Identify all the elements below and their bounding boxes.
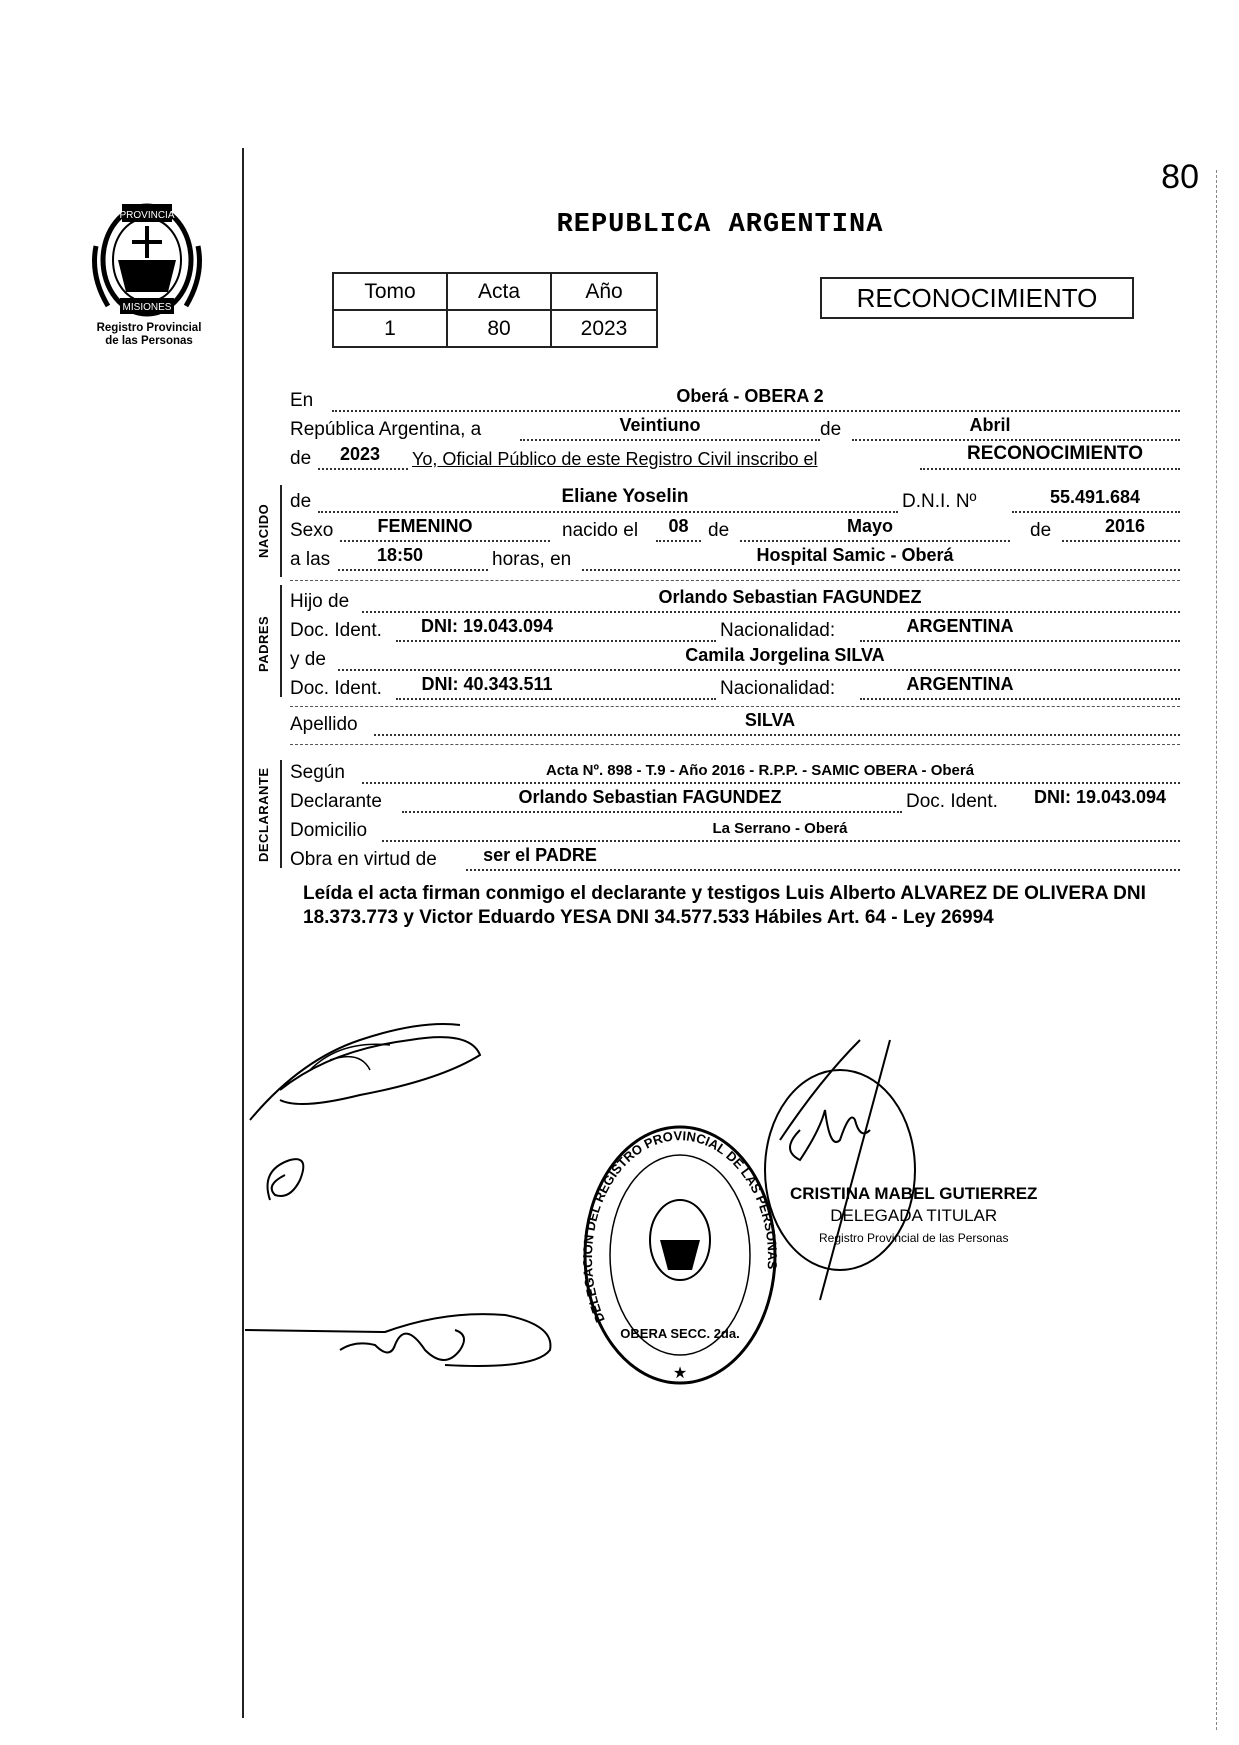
- table-header-tomo: Tomo: [333, 273, 447, 310]
- page-number: 80: [1161, 158, 1199, 196]
- table-value-acta: 80: [447, 310, 551, 347]
- official-seal: [580, 1120, 780, 1390]
- row-father: [290, 589, 1180, 615]
- officer-name: CRISTINA MABEL GUTIERREZ: [790, 1184, 1038, 1203]
- row-mother: [290, 647, 1180, 673]
- label-y-de: y de: [290, 649, 326, 670]
- table-value-tomo: 1: [333, 310, 447, 347]
- logo-bottom-text: MISIONES: [122, 302, 172, 313]
- row-surname: [290, 712, 1180, 738]
- value-birth-month: Mayo: [846, 516, 893, 536]
- side-label-nacido: NACIDO: [256, 503, 271, 558]
- value-father-nat: ARGENTINA: [906, 616, 1014, 636]
- value-segun: Acta Nº. 898 - T.9 - Año 2016 - R.P.P. - SAMIC OBERA - Oberá: [545, 762, 975, 779]
- value-birth-year: 2016: [1104, 516, 1146, 536]
- logo-caption-line1: Registro Provincial: [96, 322, 202, 334]
- table-header-acta: Acta: [447, 273, 551, 310]
- table-header-ano: Año: [551, 273, 657, 310]
- label-horas: horas, en: [492, 549, 572, 570]
- value-day: Veintiuno: [619, 415, 701, 435]
- label-doc-father: Doc. Ident.: [290, 620, 382, 641]
- acta-reference-table: [332, 272, 658, 348]
- row-obra: [290, 847, 1180, 873]
- act-type-box: RECONOCIMIENTO: [820, 277, 1134, 319]
- label-segun: Según: [290, 762, 345, 783]
- value-name: Eliane Yoselin: [561, 486, 689, 507]
- table-value-ano: 2023: [551, 310, 657, 347]
- value-obra: ser el PADRE: [483, 845, 597, 865]
- row-name: [290, 486, 1180, 515]
- officer-title: DELEGADA TITULAR: [830, 1206, 998, 1225]
- value-sexo: FEMENINO: [377, 516, 473, 536]
- label-obra: Obra en virtud de: [290, 849, 437, 870]
- signature-officer: [760, 1020, 1020, 1320]
- label-nat-father: Nacionalidad:: [720, 620, 836, 641]
- svg-text:★: ★: [672, 1365, 688, 1382]
- row-date: [290, 417, 1180, 443]
- row-inscription: [290, 443, 1180, 472]
- label-en: En: [290, 390, 314, 411]
- value-dni: 55.491.684: [1049, 487, 1141, 507]
- signature-declarant: [245, 1290, 565, 1400]
- value-surname: SILVA: [744, 710, 796, 730]
- label-de-birth-year: de: [1030, 520, 1052, 541]
- label-de-name: de: [290, 491, 312, 512]
- label-republica: República Argentina, a: [290, 419, 482, 440]
- value-father-doc: DNI: 19.043.094: [420, 616, 554, 636]
- side-label-padres: PADRES: [256, 615, 271, 672]
- label-nacido: nacido el: [562, 520, 639, 541]
- row-place: [290, 388, 1180, 414]
- row-declarant: [290, 789, 1180, 815]
- value-birth-day: 08: [668, 516, 689, 536]
- right-margin-line: [1216, 170, 1217, 1730]
- value-mother-doc: DNI: 40.343.511: [421, 674, 553, 694]
- row-domicilio: [290, 818, 1180, 844]
- row-father-doc: [290, 618, 1180, 644]
- seal-bottom-text: OBERA SECC. 2da.: [620, 1326, 740, 1341]
- value-place: Oberá - OBERA 2: [676, 386, 824, 406]
- value-father: Orlando Sebastian FAGUNDEZ: [658, 587, 922, 607]
- logo-caption: [74, 322, 224, 348]
- value-time: 18:50: [376, 545, 424, 565]
- logo-caption-line2: de las Personas: [105, 335, 193, 347]
- label-de-year: de: [290, 448, 312, 469]
- row-mother-doc: [290, 676, 1180, 702]
- label-doc-mother: Doc. Ident.: [290, 678, 382, 699]
- value-place-birth: Hospital Samic - Oberá: [756, 545, 954, 565]
- side-label-declarante: DECLARANTE: [256, 767, 271, 862]
- officer-stamp: [790, 1183, 1037, 1249]
- row-segun: [290, 760, 1180, 786]
- value-declarant-doc: DNI: 19.043.094: [1033, 787, 1167, 807]
- closing-paragraph: Leída el acta firman conmigo el declarante y testigos Luis Alberto ALVAREZ DE OLIVERA DNI 18.373.773 y Victor Eduardo YESA DNI 34.577.533 Hábiles Art. 64 - Ley 26994: [303, 883, 1146, 928]
- value-act: RECONOCIMIENTO: [967, 443, 1143, 464]
- value-declarant: Orlando Sebastian FAGUNDEZ: [518, 787, 782, 807]
- label-de-birth-month: de: [708, 520, 730, 541]
- label-nat-mother: Nacionalidad:: [720, 678, 836, 699]
- label-a-las: a las: [290, 549, 331, 570]
- value-month: Abril: [969, 415, 1011, 435]
- label-yo: Yo, Oficial Público de este Registro Civil inscribo el: [412, 449, 818, 469]
- label-doc-declarant: Doc. Ident.: [906, 791, 998, 812]
- label-apellido: Apellido: [290, 714, 358, 735]
- officer-org: Registro Provincial de las Personas: [819, 1231, 1009, 1245]
- row-birth: [290, 518, 1180, 544]
- label-hijo: Hijo de: [290, 591, 350, 612]
- label-domicilio: Domicilio: [290, 820, 368, 841]
- signature-initials: [250, 1140, 330, 1220]
- label-dni: D.N.I. Nº: [902, 491, 977, 512]
- label-de-month: de: [820, 419, 842, 440]
- value-year: 2023: [339, 444, 381, 464]
- row-time-place: [290, 547, 1180, 573]
- left-margin-line: [242, 148, 244, 1718]
- document-title: REPUBLICA ARGENTINA: [556, 210, 884, 240]
- label-declarante: Declarante: [290, 791, 382, 812]
- value-domicilio: La Serrano - Oberá: [712, 820, 848, 837]
- value-mother-nat: ARGENTINA: [906, 674, 1014, 694]
- logo-top-text: PROVINCIA: [119, 210, 175, 221]
- value-mother: Camila Jorgelina SILVA: [685, 645, 885, 665]
- seal-ring-text: DELEGACION DEL REGISTRO PROVINCIAL DE LAS PERSONAS: [580, 1128, 780, 1325]
- label-sexo: Sexo: [290, 520, 334, 541]
